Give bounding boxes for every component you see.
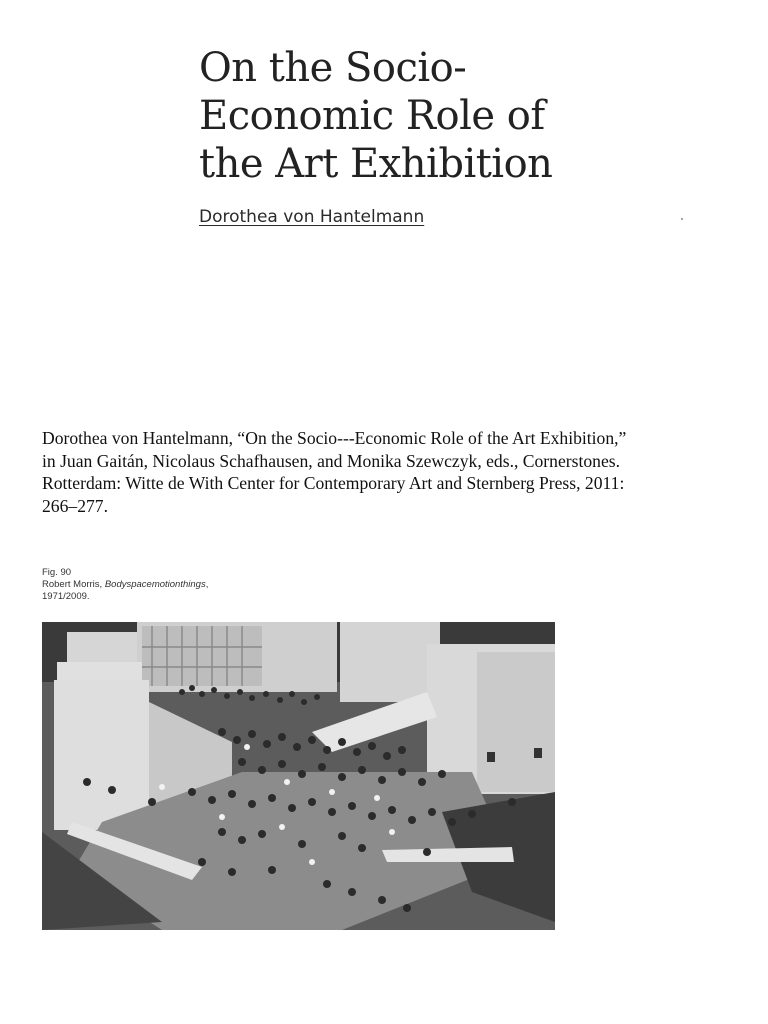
title-line: On the Socio- [199,45,467,91]
figure-caption [42,567,208,603]
citation [42,427,742,517]
citation-line: Dorothea von Hantelmann, “On the Socio---Economic Role of the Art Exhibition,” [42,428,627,448]
citation-line: 266–277. [42,495,108,516]
figure-work-title-suffix: , [205,579,209,590]
scan-speck [681,218,683,220]
figure-work-title: Bodyspacemotionthings [104,579,206,590]
citation-line: Rotterdam: Witte de With Center for Contemporary Art and Sternberg Press, 2011: [42,473,625,493]
article-title [199,44,719,188]
figure-label: Fig. 90 [42,567,72,578]
figure-artist: Robert Morris, [42,579,105,590]
exhibition-photo [42,622,555,930]
title-line: the Art Exhibition [199,141,553,187]
author-link[interactable]: Dorothea von Hantelmann [199,207,425,227]
figure-years: 1971/2009. [42,591,90,602]
photo-illustration [42,622,555,930]
figure-credit [42,579,208,591]
title-line: Economic Role of [199,93,545,139]
citation-line: in Juan Gaitán, Nicolaus Schafhausen, and Monika Szewczyk, eds., Cornerstones. [42,450,621,471]
